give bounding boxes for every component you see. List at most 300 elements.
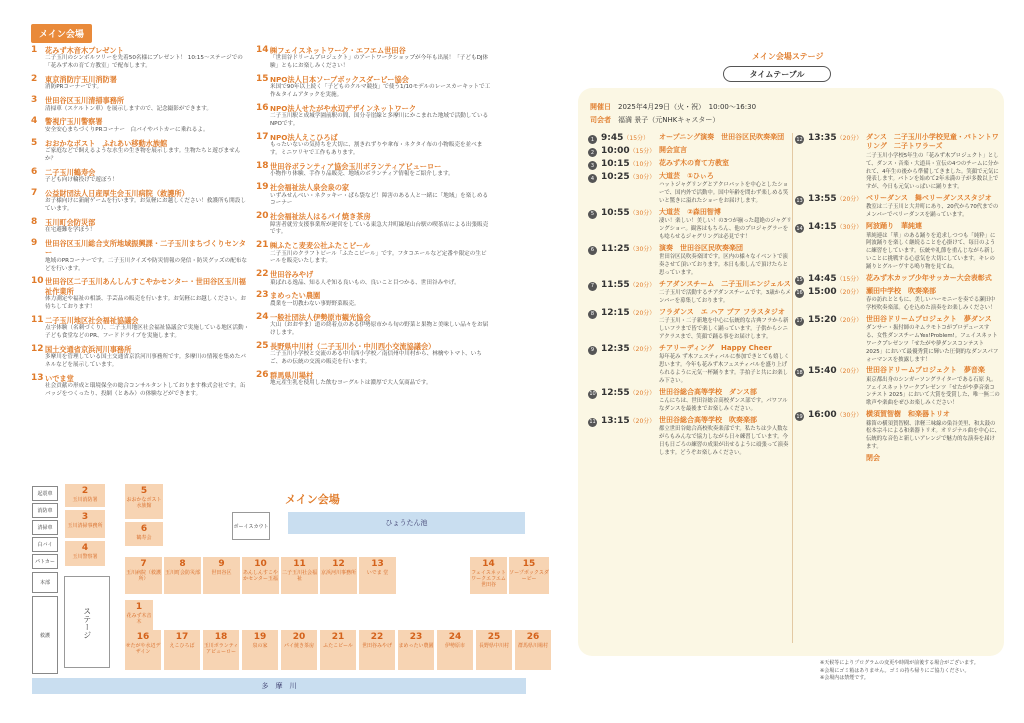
timetable-slot — [588, 146, 792, 157]
slot-title: ダンス 二子玉川小学校児童・パトントワリング 二子トワラーズ — [866, 133, 999, 151]
booth-number: 25 — [256, 340, 269, 351]
slot-number: 7 — [588, 282, 597, 291]
slot-number: 4 — [588, 174, 597, 183]
slot-title: 世田谷ドリームプロジェクト 夢音楽 — [866, 366, 985, 375]
stage: ステージ — [64, 576, 110, 668]
booth-number: 7 — [31, 187, 38, 198]
booth-entry — [31, 218, 251, 235]
booth-entry — [31, 75, 251, 92]
slot-time — [808, 315, 866, 365]
booth-19 — [242, 630, 278, 670]
booth-label: 玉川町会防災部 — [164, 569, 200, 576]
slot-spacer — [795, 454, 808, 463]
booth-entry — [31, 345, 251, 370]
booth-title: 世田谷区玉川総合支所地域振興課・二子玉川まちづくりセンター — [45, 238, 246, 258]
slot-number: 19 — [796, 413, 803, 420]
booth-entry — [256, 162, 491, 179]
booth-label: 玉川病院（救護所） — [125, 569, 161, 582]
slot-number: 3 — [588, 161, 597, 170]
booth-title: NPO法人日本ソープボックスダービー協会 — [270, 75, 409, 85]
booth-number: 2 — [31, 74, 38, 85]
booth-12 — [320, 557, 357, 594]
slot-clock: 13:55 — [808, 194, 837, 205]
slot-clock: 15:40 — [808, 366, 837, 377]
booth-entry — [31, 189, 251, 214]
booth-number: 26 — [526, 632, 540, 642]
slot-clock: 15:20 — [808, 314, 837, 325]
booth-number: 17 — [256, 132, 269, 143]
slot-clock: 12:35 — [601, 343, 630, 354]
booth-number: 13 — [371, 559, 384, 569]
booth-desc: 子ども向け輪投げで遊ぼう！ — [45, 176, 118, 183]
slot-body — [659, 159, 792, 170]
event-date: 2025年4月29日（火・祝） 10:00〜16:30 — [618, 103, 757, 111]
booth-desc: ご家庭などで飼えるような水生の生き物を展示します。生物たちと遊びませんか？ — [45, 147, 241, 162]
slot-body — [659, 416, 792, 458]
booth-title: 世田谷ボランティア協会玉川ボランティアビューロー — [270, 162, 442, 172]
side-box: 消防車 — [32, 503, 58, 518]
booth-desc: 在宅避難を学ぼう！ — [45, 227, 96, 234]
booth-text — [270, 291, 360, 308]
booth-entry — [256, 46, 491, 71]
booth-entry — [31, 168, 251, 185]
booth-desc: 多摩川を管理している国土交通省京浜河川事務所です。多摩川の情報を集めたパネルなどを展示しています。 — [45, 354, 246, 368]
slot-time — [601, 344, 659, 386]
booth-desc: 「世田谷ドリームプロジェクト」のアートワークショップが今年も出展！「子どもDJ体験」ともにお楽しみください！ — [270, 55, 489, 70]
booth-text — [270, 241, 491, 266]
slot-number: 10 — [589, 391, 596, 398]
booth-text — [45, 218, 95, 235]
booth-text — [45, 139, 251, 164]
booth-1: 1 花みず木音木 — [125, 600, 153, 630]
booth-desc: 二子玉川のクラフトビール「ふたこビール」です。フタコエールなど定番や限定の生ビールを販売いたします。 — [270, 250, 487, 265]
booth-desc: 清掃車（スケルトン車）を展示しますので、記念撮影ができます。 — [45, 105, 212, 112]
booth-desc: 菓ばれる逸品、知る人ぞ知る良いもの、良いこと目つかる、世田谷みやげ。 — [270, 279, 460, 286]
booth-5: 5 おおかなボスト水族館 — [125, 484, 163, 519]
slot-time — [601, 280, 659, 306]
booth-number: 10 — [31, 276, 44, 287]
booth-title: NPO法人えこひろば — [270, 133, 338, 143]
slot-body — [659, 244, 792, 278]
timetable-slot — [588, 208, 792, 242]
booth-title: まめったい農園 — [270, 291, 321, 301]
booth-title: 二子玉川地区社会福祉協議会 — [45, 315, 139, 325]
booth-text — [45, 374, 251, 399]
slot-duration: （30分） — [629, 174, 656, 181]
booth-desc: 地元産生乳を使用した飲むヨーグルトは濃厚で大人気商品です。 — [270, 380, 432, 387]
slot-clock: 10:00 — [601, 146, 630, 156]
booth-number: 16 — [256, 103, 269, 114]
slot-time — [601, 388, 659, 414]
booth-number: 7 — [140, 559, 147, 569]
booth-9 — [203, 557, 240, 594]
slot-clock: 14:45 — [808, 273, 837, 284]
booth-entry — [256, 291, 491, 308]
slot-title: 開会宣言 — [659, 146, 687, 154]
slot-duration: （20分） — [836, 135, 863, 142]
slot-time — [808, 194, 866, 220]
slot-duration: （30分） — [836, 412, 863, 420]
booth-entry — [31, 316, 251, 341]
booth-number: 12 — [31, 343, 44, 354]
slot-clock: 11:25 — [601, 243, 630, 254]
timetable-label: メイン会場ステージ — [752, 52, 824, 61]
side-box: 白バイ — [32, 537, 58, 552]
slot-title: 横須賀智樹 和楽器トリオ — [866, 410, 950, 419]
booth-text — [270, 313, 491, 338]
booth-number: 15 — [522, 559, 536, 569]
booth-label: あんしんすこやかセンター玉福 — [242, 569, 278, 582]
timetable-slot — [588, 244, 792, 278]
booth-entry — [31, 46, 251, 71]
booth-label: まめったい農園 — [398, 642, 434, 649]
booth-label: ふたこビール — [323, 642, 353, 649]
slot-time — [808, 274, 866, 285]
date-label: 開催日 — [590, 103, 611, 111]
booth-10 — [242, 557, 279, 594]
slot-body — [866, 410, 1000, 452]
slot-body — [866, 133, 1000, 192]
booth-number: 22 — [370, 632, 384, 642]
booth-title: ㈱フェイスネットワーク・エフエム世田谷 — [270, 46, 406, 55]
slot-time — [601, 146, 659, 157]
booth-label: パイ焼き茶房 — [283, 642, 314, 649]
timetable-slot — [795, 366, 1000, 408]
booth-label: ソープボックスダービー — [509, 569, 549, 582]
slot-body — [866, 315, 1000, 365]
booth-entry — [31, 96, 251, 113]
slot-title: チアリーディング Happy Cheer — [659, 343, 772, 352]
booth-number: 25 — [487, 632, 501, 642]
booth-desc: 安全安心まちづくりPRコーナー 白バイやパトカーに乗れるよ。 — [45, 126, 209, 133]
slot-number: 13 — [796, 197, 803, 204]
booth-desc: お子様向けに新耐ゲームを行います。お気軽にお越しください！救護所も開設しています。 — [45, 198, 246, 212]
booth-desc: 障害者就労支援事業所が運営をしている東急大井町線尾山台駅の喫茶店による出張販売です。 — [270, 221, 489, 236]
slot-duration: （15分） — [836, 275, 863, 283]
booth-title: 群馬県川場村 — [270, 370, 314, 380]
booth-text — [45, 345, 251, 370]
booth-text — [45, 96, 212, 113]
slot-body — [659, 208, 792, 242]
footnote-line: ※会場にゴミ箱はありません。ゴミの持ち帰りにご協力ください。 — [820, 667, 970, 674]
side-box: 本部 — [32, 572, 58, 593]
slot-time — [808, 222, 866, 272]
slot-time — [601, 308, 659, 342]
slot-clock: 13:35 — [808, 133, 837, 143]
slot-clock: 12:55 — [601, 387, 630, 398]
slot-duration: （15分） — [629, 148, 656, 155]
slot-number: 9 — [588, 346, 597, 355]
timetable-slot — [795, 410, 1000, 452]
booth-entry — [256, 212, 491, 237]
slot-number: 5 — [588, 210, 597, 219]
booth-number: 14 — [482, 559, 495, 569]
booth-entry — [256, 371, 491, 388]
booth-text — [270, 46, 491, 71]
booth-text — [270, 75, 491, 100]
booth-text — [45, 189, 251, 214]
timetable-slot — [795, 274, 1000, 285]
booth-number: 19 — [253, 632, 267, 642]
booth-desc: 米国で90年以上続く「子どものクルマ競技」で使う1/10モデルのレースカーキットで工作＆タイムアタックを実施。 — [270, 84, 491, 99]
booth-label: 世田谷みやげ — [361, 642, 392, 649]
slot-desc: 篠笛の横須賀智樹、津軽三味線の染谷美里、和太鼓の松本宗斗による和楽器トリオ。オリジナル曲を中心に、伝統的な音色と新しいアレンジで魅力的な演奏を届けます。 — [866, 420, 1000, 451]
slot-title: 大道芸 ②森田智博 — [659, 207, 721, 216]
booth-title: 公益財団法人日産厚生会玉川病院（救護所） — [45, 188, 189, 198]
booth-number: 10 — [254, 559, 267, 569]
slot-body — [659, 308, 792, 342]
booth-number: 9 — [31, 237, 38, 248]
slot-time — [601, 133, 659, 144]
booth-text — [270, 162, 454, 179]
booth-desc: 二子玉川駅と成城学園前駅の間、国分寺崖線と多摩川にかこまれた地域で活動しているNPOです。 — [270, 113, 489, 128]
slot-number: 11 — [589, 419, 596, 426]
slot-time — [808, 287, 866, 313]
booth-desc: 大山（おおやま）道の終着点のある伊勢原市から旬の野菜と果物と美味しい品々をお届けします。 — [270, 322, 489, 336]
slot-title: ベリーダンス 舞ベリーダンススタジオ — [866, 194, 992, 203]
slot-number: 18 — [796, 369, 803, 376]
boy-scout-area: ボーイスカウト — [232, 512, 270, 540]
slot-time — [601, 208, 659, 242]
slot-desc: 華純連は「華」のある踊りを追求しつつも「純粋」に阿波踊りを楽しく継続ることを心掛けて、毎日のように練習をしています。伝統や礼節を重んじながら新しいことに挑戦する心意気を大切にしています。キレの踊りとグルーヴする鳴り物を見てね。 — [866, 232, 996, 270]
slot-desc: 東京都出身のシンガーソングライターである石原 丸。フェイスネットワークプレゼンツ「せたがや夢音楽コンテスト 2025」において大賞を受賞した、唯一無二の歌声や楽曲をぜひお楽しみください！ — [866, 376, 1000, 407]
slot-body — [659, 344, 792, 386]
booth-18 — [203, 630, 239, 670]
slot-clock: 10:25 — [601, 172, 630, 182]
timetable-slot — [588, 308, 792, 342]
booth-title: 社会福祉法人泉会泉の家 — [270, 183, 350, 193]
booth-number: 24 — [448, 632, 462, 642]
booth-label: 伊勢原市 — [444, 642, 465, 649]
slot-desc: 毎年花み ず木フェスティバルに参加できとても嬉しく思います。今年も花みず木フェスティバルを盛り上げられるように元気一杯踊ります。手拍子と共にお楽しみ下さい。 — [659, 354, 790, 384]
timetable-slot — [795, 287, 1000, 313]
booth-number: 9 — [218, 559, 225, 569]
booth-desc: 体力測定や福祉の相談、手芸品の販売を行います。お気軽にお越しください。お待ちしております！ — [45, 296, 246, 310]
booth-number: 20 — [292, 632, 306, 642]
booth-number: 1 — [31, 45, 38, 55]
slot-time — [808, 133, 866, 192]
booth-text — [270, 212, 491, 237]
booth-number: 8 — [179, 559, 186, 569]
booth-text — [270, 133, 491, 158]
section-tag: メイン会場 — [31, 24, 92, 43]
booth-20 — [281, 630, 317, 670]
booth-entry — [256, 313, 491, 338]
slot-number: 12 — [796, 136, 803, 143]
booth-label: 京浜河川事務所 — [320, 569, 356, 576]
slot-clock: 14:15 — [808, 222, 837, 233]
booth-number: 11 — [31, 314, 44, 325]
booth-entry — [256, 241, 491, 266]
booth-25 — [476, 630, 512, 670]
booth-title: いでま堂 — [45, 373, 74, 383]
booth-title: NPO法人せたがや水辺デザインネットワーク — [270, 104, 417, 114]
booth-desc: 小物作り体験、手作り品販売、地域のボランティア情報をご紹介します。 — [270, 171, 454, 178]
booth-entry — [31, 139, 251, 164]
slot-duration: （30分） — [836, 224, 863, 232]
slot-number: 6 — [588, 246, 597, 255]
side-box: パトカー — [32, 554, 58, 569]
timetable-slot — [588, 388, 792, 414]
slot-body — [866, 366, 1000, 408]
booth-label: いでま 堂 — [366, 569, 389, 576]
timetable-right — [795, 133, 1000, 465]
timetable-slot — [588, 344, 792, 386]
booth-entry — [31, 277, 251, 311]
booth-text — [45, 46, 251, 71]
booth-text — [45, 316, 251, 341]
booth-title: 警視庁玉川警察署 — [45, 117, 103, 127]
slot-duration: （20分） — [629, 281, 656, 289]
booth-number: 23 — [409, 632, 423, 642]
booth-desc: 地域のPRコーナーです。二子玉川クイズや防災情報の発信・防災グッズの配布などを行います。 — [45, 257, 247, 272]
booth-number: 22 — [256, 269, 269, 280]
booth-23 — [398, 630, 434, 670]
booth-number: 12 — [332, 559, 345, 569]
booth-entry — [256, 342, 491, 367]
booth-14 — [470, 557, 507, 594]
timetable-slot — [795, 133, 1000, 192]
booth-22 — [359, 630, 395, 670]
booth-desc: 二子玉川のシンボルツリーを先着50名様にプレゼント！ 10:15〜ステージでの「花みず木の育て方教室」で配布します。 — [45, 55, 243, 70]
slot-number: 14 — [796, 225, 803, 232]
slot-title: 世田谷総合高等学校 吹奏楽部 — [659, 415, 757, 424]
booth-number: 5 — [31, 137, 38, 148]
booth-title: 花みず木音木プレゼント — [45, 46, 124, 55]
booth-title: 世田谷区二子玉川あんしんすこやかセンター・世田谷区玉川福祉作業所 — [45, 277, 246, 296]
booth-label: 玉川ボランティアビューロー — [203, 642, 239, 655]
booth-list-b — [256, 46, 491, 392]
booth-number: 20 — [256, 211, 269, 222]
booth-entry — [31, 117, 251, 134]
booth-21 — [320, 630, 356, 670]
slot-clock: 10:55 — [601, 207, 630, 218]
booth-entry — [256, 133, 491, 158]
booth-number: 17 — [175, 632, 189, 642]
timetable-slot — [588, 280, 792, 306]
side-box: 救護 — [32, 596, 58, 674]
slot-number: 2 — [588, 148, 597, 157]
slot-time — [601, 416, 659, 458]
footnotes — [820, 660, 979, 683]
booth-entry — [256, 104, 491, 129]
slot-desc: ダンサー・振付師のキムラモトコがプロデュースする、女性ダンスチームYes!Problem!。フェイスネットワークプレゼンツ「せたがや夢ダンスコンテスト2025」において最優秀賞に輝いた圧倒的なダンスパフォーマンスを披露します！ — [866, 325, 999, 363]
slot-title: 演奏 世田谷区民吹奏楽団 — [659, 243, 743, 252]
slot-time — [808, 366, 866, 408]
slot-duration: （10分） — [629, 161, 656, 168]
slot-duration: （30分） — [629, 245, 656, 253]
river: 多 摩 川 — [32, 678, 526, 694]
slot-title: 花みず木カップ少年サッカー大会表彰式 — [866, 273, 992, 282]
column-divider — [792, 133, 793, 643]
booth-title: 社会福祉法人はるパイ焼き茶房 — [270, 212, 371, 222]
slot-duration: （20分） — [629, 417, 656, 425]
booth-entry — [256, 183, 491, 208]
booth-label: せたがや水辺デザイン — [125, 642, 161, 655]
timetable-slot — [588, 172, 792, 206]
slot-clock: 10:15 — [601, 159, 630, 169]
slot-duration: （20分） — [836, 196, 863, 204]
side-box: 起震車 — [32, 486, 58, 501]
slot-title: 花みず木の育て方教室 — [659, 159, 729, 167]
booth-entry — [256, 270, 491, 287]
booth-desc: 二子玉川小学校と交流のある中川西小学校／南信州中川村から、林檎やトマト、いちご、あの伝統の交流の販売を行います。 — [270, 351, 482, 365]
slot-body — [659, 172, 792, 206]
booth-title: 東京消防庁玉川消防署 — [45, 75, 117, 85]
booth-title: 玉川町会防災部 — [45, 217, 96, 227]
map-title: メイン会場 — [285, 493, 340, 506]
slot-title: チアダンスチーム 二子玉川エンジェルス — [659, 279, 791, 288]
timetable-slot — [795, 315, 1000, 365]
timetable-slot — [588, 416, 792, 458]
booth-number: 3 — [31, 95, 38, 106]
slot-time — [601, 244, 659, 278]
slot-desc: こんにちは、世田谷総合高校ダンス部です。パワフルなダンスを最後までお楽しみください。 — [659, 397, 788, 412]
slot-body — [659, 280, 792, 306]
booth-text — [45, 117, 209, 134]
booth-label: 世田谷区 — [211, 569, 232, 576]
booth-title: おおかなボスト ふれあい移動水族館 — [45, 138, 168, 148]
slot-desc: ハットジャグリングとアクロバットを中心としたショーで、国内外で活動中。国中年齢を問わず楽しめる笑いと驚きに溢れたショーをお届けします。 — [659, 182, 789, 205]
slot-body — [866, 287, 1000, 313]
mc-label: 司会者 — [590, 116, 611, 125]
booth-24 — [437, 630, 473, 670]
booth-number: 26 — [256, 369, 269, 380]
booth-label: 二子玉川社会福祉 — [281, 569, 317, 582]
booth-entry — [31, 374, 251, 399]
slot-number: 17 — [796, 318, 803, 325]
slot-desc: 二子玉川小学校5年生の「花みず木プロジェクト」として、ダンス・音楽・大道具・宣伝の4つのチームに分かれて、4年生の後から準備してきました。笑顔で元気に発表します。バトンを始めて2年未満の子が多数以上ですが、今日も元気いっぱいに踊ります。 — [866, 152, 999, 191]
booth-number: 21 — [331, 632, 345, 642]
booth-text — [270, 371, 432, 388]
slot-body — [866, 222, 1000, 272]
slot-desc: 凄い！楽しい！美しい！の3つが揃った超絶のジャグリングショー。観客はもちろん、他のプロジャグラーをも唸らせるジャグリングは必見です！ — [659, 218, 792, 241]
slot-body — [659, 146, 792, 157]
mc-name: 福満 景子（元NHKキャスター） — [618, 116, 720, 125]
slot-title: オープニング演奏 世田谷区民吹奏楽団 — [659, 133, 785, 141]
footnote-line: ※会場内は禁煙です。 — [820, 675, 869, 681]
slot-duration: （20分） — [836, 368, 863, 376]
slot-duration: （20分） — [629, 345, 656, 353]
slot-time — [808, 454, 866, 463]
booth-15 — [509, 557, 549, 594]
booth-number: 11 — [293, 559, 306, 569]
booth-desc: 社会貢献の形成と環境保全の総合コンサルタントしております株式会社です。缶バッジをつくったり、投網（とあみ）の体験などができます。 — [45, 383, 246, 397]
booth-list-a — [31, 46, 251, 403]
booth-number: 18 — [256, 161, 269, 172]
booth-11 — [281, 557, 318, 594]
slot-desc: 二子玉川・二子新地を中心に伝統的な古典フラから新しいフラまで皆で楽しく踊っています。子供からシニアクラスまで、笑顔で踊る事をお届けします。 — [659, 318, 789, 340]
booth-text — [45, 75, 117, 92]
slot-clock: 15:00 — [808, 286, 837, 297]
booth-number: 6 — [31, 166, 38, 177]
booth-desc: いずみせんべい・ネクッキー・ぱら袋など！障害のある人と一緒に「地域」を楽しめるコーナー — [270, 192, 489, 207]
slot-title: 阿波踊り 華純連 — [866, 222, 922, 231]
booth-title: ㈱ふたこ麦麦公社ふたこビール — [270, 241, 371, 251]
timetable-header — [590, 101, 756, 128]
slot-clock: 13:15 — [601, 415, 630, 426]
slot-clock: 12:15 — [601, 307, 630, 318]
slot-desc: 世田谷区民吹奏楽団です。区内の様々なイベントで演奏させて頂いております。本日も楽しんで頂けたらと思っています。 — [659, 254, 788, 276]
booth-label: 群馬県川場村 — [517, 642, 548, 649]
booth-text — [45, 239, 251, 273]
timetable-left — [588, 133, 792, 459]
slot-title: 世田谷総合高等学校 ダンス部 — [659, 387, 757, 396]
booth-label: 長野県中川村 — [478, 642, 509, 649]
booth-6: 6 鶴寿会 — [125, 522, 163, 546]
booth-text — [270, 342, 491, 367]
slot-number: 1 — [588, 135, 597, 144]
